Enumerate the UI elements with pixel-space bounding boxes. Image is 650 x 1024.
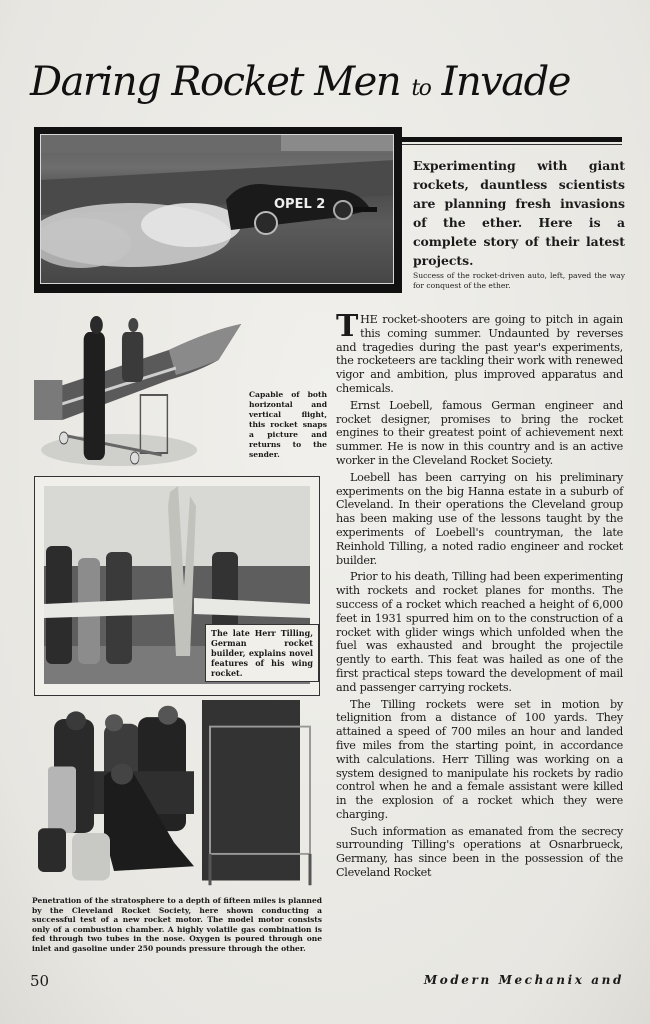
heading-rule-thin — [402, 144, 622, 145]
body-paragraph-5: The Tilling rockets were set in motion by telignition from a distance of 100 yards. They attained a speed of 700 miles an hour and landed five miles from the starting point, in accordance with calculations. Herr Tilling was working on a system designed to manipulate his rockets by radio control when he and a female assistant were killed in the explosion of a rocket which they were charging. — [336, 697, 623, 821]
running-footer: Modern Mechanix and — [423, 973, 624, 987]
title-connector: to — [411, 76, 431, 101]
rocket-motor-test-photo — [34, 700, 324, 890]
caption-rocket-car: Success of the rocket-driven auto, left, paved the way for conquest of the ether. — [413, 271, 625, 290]
caption-rocket-cart: Capable of both horizontal and vertical flight, this rocket snaps a picture and returns to the sender. — [249, 390, 327, 459]
body-paragraph-4: Prior to his death, Tilling had been experimenting with rockets and rocket planes for months. The success of a rocket which reached a height of 6,000 feet in 1931 spurred him on to the construction of a rocket with glider wings which unfolded when the fuel was exhausted and brought the projectile gently to earth. This feat was hailed as one of the first practical steps toward the development of mail and passenger carrying rockets. — [336, 570, 623, 694]
title-main: Daring Rocket Men — [30, 59, 401, 105]
rocket-cart-photo — [34, 310, 244, 472]
paragraph-text: HE rocket-shooters are going to pitch in again this coming summer. Undaunted by reverses and tragedies during the past year's experiments, the rocketeers are tackling their work with renewed vigor and ambition, plus improved apparatus and chemicals. — [336, 313, 623, 395]
article-title — [30, 52, 630, 119]
body-paragraph-3: Loebell has been carrying on his preliminary experiments on the big Hanna estate in a suburb of Cleveland. In their operations the Cleveland group has been making use of the lessons taught by the experiments of Loebell's countryman, the late Reinhold Tilling, a noted radio engineer and rocket builder. — [336, 470, 623, 567]
article-body — [336, 309, 623, 883]
caption-tilling: The late Herr Tilling, German rocket builder, explains novel features of his wing rocket. — [205, 624, 319, 682]
car-marking: OPEL 2 — [274, 197, 326, 212]
body-paragraph-6: Such information as emanated from the secrecy surrounding Tilling's operations at Osnarbrueck, Germany, has since been in the possession of the Cleveland Rocket — [336, 824, 623, 880]
page-number: 50 — [30, 972, 50, 990]
body-paragraph-1 — [336, 309, 623, 396]
article-intro: Experimenting with giant rockets, dauntless scientists are planning fresh invasions of the ether. Here is a complete story of their latest projects. — [413, 158, 625, 268]
title-end: Invade — [441, 59, 570, 105]
heading-rule-thick — [402, 137, 622, 142]
body-paragraph-2: Ernst Loebell, famous German engineer and rocket designer, promises to bring the rocket engines to their greatest point of achievement next summer. He is now in this country and is an active worker in the Cleveland Rocket Society. — [336, 398, 623, 467]
rocket-car-photo — [34, 127, 402, 293]
drop-cap: T — [336, 309, 359, 344]
caption-rocket-motor: Penetration of the stratosphere to a depth of fifteen miles is planned by the Cleveland Rocket Society, here shown conducting a successful test of a new rocket motor. The model motor consists only of a combustion chamber. A highly volatile gas combination is fed through two tubes in the nose. Oxygen is poured through one inlet and gasoline under 250 pounds pressure through the other. — [32, 896, 322, 953]
rocket-car-image — [40, 134, 394, 284]
